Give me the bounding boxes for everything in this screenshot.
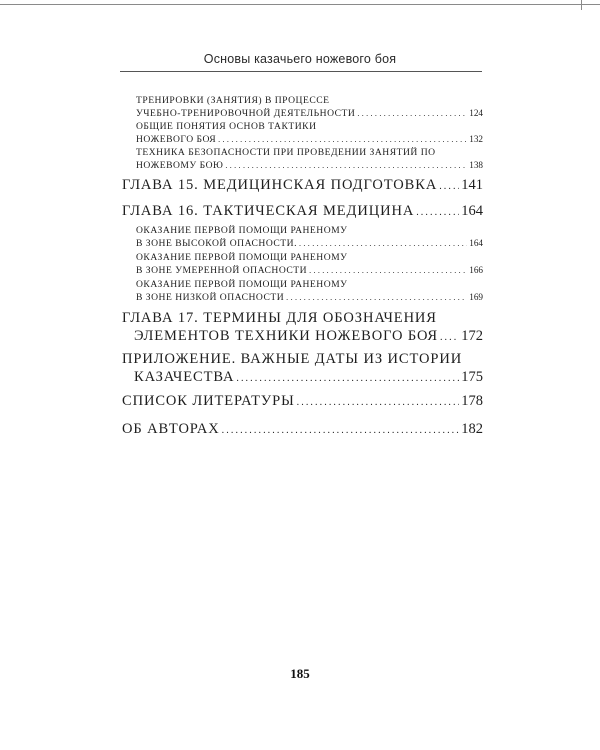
toc-subentry-moderate-danger[interactable] <box>136 264 483 277</box>
toc-literature[interactable] <box>122 392 483 412</box>
scan-top-edge <box>0 4 600 5</box>
toc-page-number: 178 <box>461 393 483 409</box>
dot-leader <box>416 202 459 222</box>
dot-leader <box>236 368 459 388</box>
toc-chapter-title: КАЗАЧЕСТВА <box>134 369 235 385</box>
toc-chapter-title: ЭЛЕМЕНТОВ ТЕХНИКИ НОЖЕВОГО БОЯ <box>134 328 438 344</box>
toc-page-number: 141 <box>461 177 483 193</box>
dot-leader <box>225 160 467 172</box>
toc-subentry-tactics-line1 <box>136 121 483 133</box>
dot-leader <box>299 238 467 250</box>
dot-leader <box>222 420 460 440</box>
dot-leader <box>440 327 459 347</box>
toc-appendix-line1 <box>122 350 483 368</box>
toc-page-number: 166 <box>469 265 483 275</box>
toc-chapter-16[interactable] <box>122 202 483 222</box>
toc-page-number: 138 <box>469 160 483 170</box>
toc-page-number: 132 <box>469 134 483 144</box>
toc-subentry-title: В ЗОНЕ НИЗКОЙ ОПАСНОСТИ <box>136 292 285 303</box>
toc-subentry-title: ТЕХНИКА БЕЗОПАСНОСТИ ПРИ ПРОВЕДЕНИИ ЗАНЯТИЙ ПО <box>136 147 436 158</box>
dot-leader <box>357 108 467 120</box>
toc-subentry-safety-line1 <box>136 147 483 159</box>
toc-page-number: 169 <box>469 292 483 302</box>
dot-leader <box>286 292 467 304</box>
dot-leader <box>297 392 460 412</box>
toc-subentry-title: ОКАЗАНИЕ ПЕРВОЙ ПОМОЩИ РАНЕНОМУ <box>136 279 348 290</box>
toc-subentry-title: УЧЕБНО-ТРЕНИРОВОЧНОЙ ДЕЯТЕЛЬНОСТИ <box>136 108 356 119</box>
toc-page-number: 124 <box>469 108 483 118</box>
toc-subentry-high-danger[interactable] <box>136 237 483 250</box>
toc-subentry-training-line1 <box>136 95 483 107</box>
toc-page-number: 164 <box>469 238 483 248</box>
toc-chapter-title: ГЛАВА 15. МЕДИЦИНСКАЯ ПОДГОТОВКА <box>122 177 438 193</box>
toc-chapter-title: ОБ АВТОРАХ <box>122 421 220 437</box>
toc-subentry-title: ОКАЗАНИЕ ПЕРВОЙ ПОМОЩИ РАНЕНОМУ <box>136 252 348 263</box>
toc-chapter-title: ГЛАВА 16. ТАКТИЧЕСКАЯ МЕДИЦИНА <box>122 203 415 219</box>
toc-page-number: 182 <box>461 421 483 437</box>
toc-subentry-title: ТРЕНИРОВКИ (ЗАНЯТИЯ) В ПРОЦЕССЕ <box>136 95 330 106</box>
toc-page-number: 172 <box>461 328 483 344</box>
toc-subentry-high-danger-line1 <box>136 225 483 237</box>
toc-subentry-title: ОБЩИЕ ПОНЯТИЯ ОСНОВ ТАКТИКИ <box>136 121 317 132</box>
toc-subentry-safety[interactable] <box>136 159 483 172</box>
toc-subentry-training[interactable] <box>136 107 483 120</box>
toc-page-number: 175 <box>461 369 483 385</box>
toc-chapter-title: СПИСОК ЛИТЕРАТУРЫ <box>122 393 295 409</box>
toc-subentry-title: ОКАЗАНИЕ ПЕРВОЙ ПОМОЩИ РАНЕНОМУ <box>136 225 348 236</box>
toc-page-number: 164 <box>461 203 483 219</box>
toc-chapter-title: ПРИЛОЖЕНИЕ. ВАЖНЫЕ ДАТЫ ИЗ ИСТОРИИ <box>122 351 463 367</box>
toc-chapter-title: ГЛАВА 17. ТЕРМИНЫ ДЛЯ ОБОЗНАЧЕНИЯ <box>122 310 437 326</box>
dot-leader <box>218 134 467 146</box>
dot-leader <box>309 265 467 277</box>
scan-corner-mark <box>581 0 600 10</box>
toc-appendix[interactable] <box>134 368 483 388</box>
toc-subentry-title: В ЗОНЕ УМЕРЕННОЙ ОПАСНОСТИ <box>136 265 308 276</box>
toc-subentry-title: НОЖЕВОМУ БОЮ <box>136 160 224 171</box>
toc-subentry-title: В ЗОНЕ ВЫСОКОЙ ОПАСНОСТИ. <box>136 238 297 249</box>
toc-subentry-low-danger-line1 <box>136 279 483 291</box>
page-number: 185 <box>290 666 310 681</box>
toc-chapter-17[interactable] <box>134 327 483 347</box>
toc-subentry-tactics[interactable] <box>136 133 483 146</box>
running-header: Основы казачьего ножевого боя <box>203 52 397 66</box>
toc-subentry-low-danger[interactable] <box>136 291 483 304</box>
dot-leader <box>439 176 459 196</box>
toc-chapter-15[interactable] <box>122 176 483 196</box>
toc-subentry-moderate-danger-line1 <box>136 252 483 264</box>
toc-chapter-17-line1 <box>122 309 483 327</box>
header-rule <box>120 71 482 72</box>
toc-subentry-title: НОЖЕВОГО БОЯ <box>136 134 217 145</box>
toc-authors[interactable] <box>122 420 483 440</box>
